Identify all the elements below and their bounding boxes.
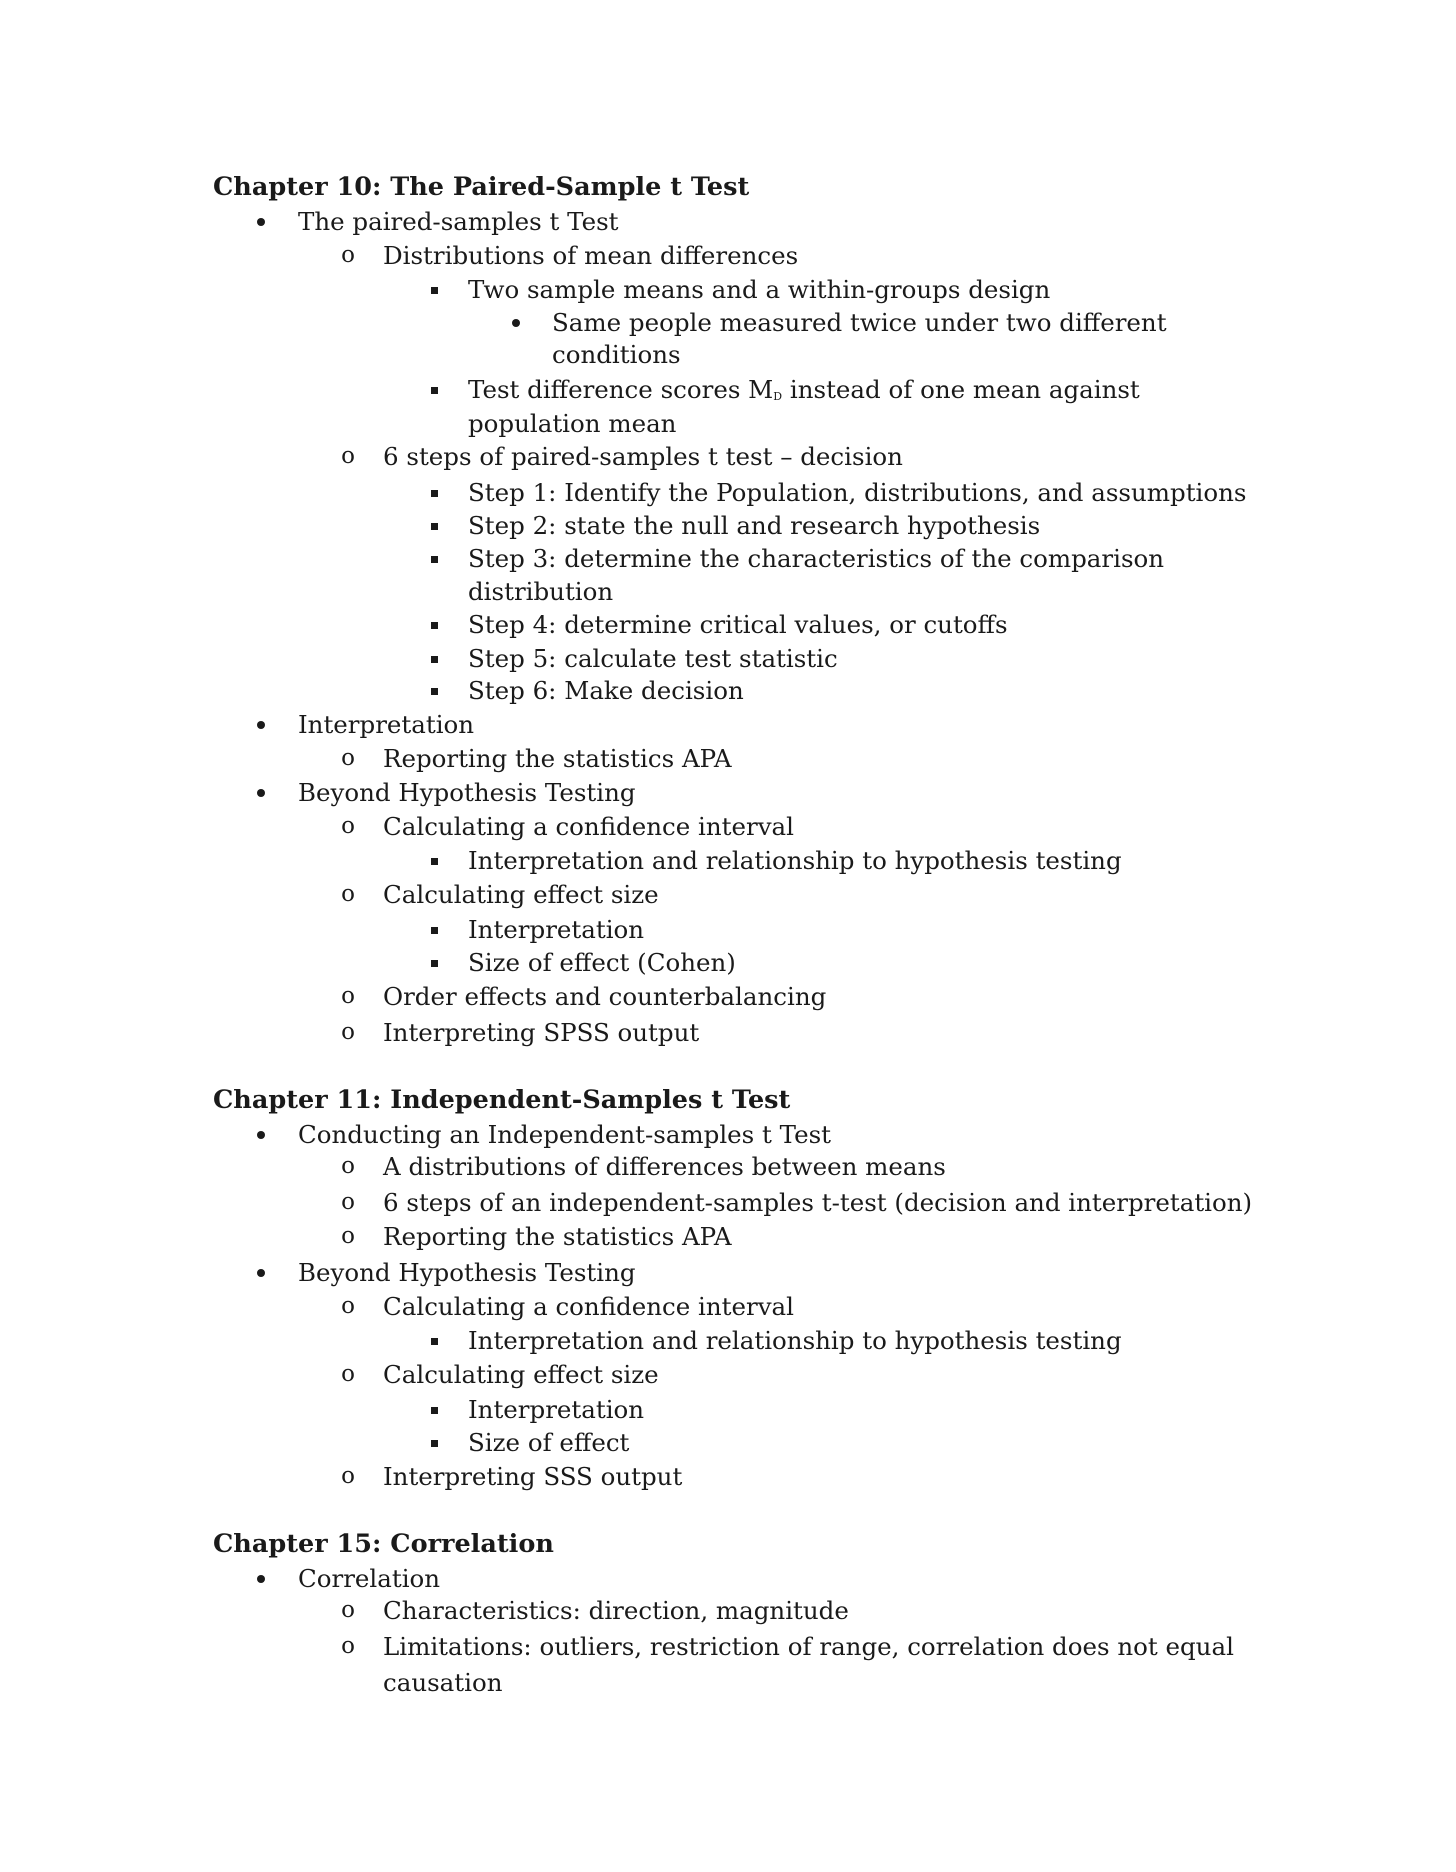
list-item-continuation: distribution <box>468 577 614 606</box>
md-subscript: D <box>773 390 783 403</box>
md-label-rest: instead of one mean against <box>782 375 1140 404</box>
list-item: A distributions of differences between means <box>383 1152 946 1181</box>
bullet-square-icon <box>427 844 441 877</box>
list-item: Interpretation <box>468 915 645 944</box>
bullet-square-icon <box>427 373 441 406</box>
list-item: Conducting an Independent-samples t Test <box>298 1120 832 1149</box>
list-item: Step 3: determine the characteristics of the comparison <box>468 544 1165 573</box>
list-item: Two sample means and a within-groups design <box>468 275 1051 304</box>
bullet-circle-icon: o <box>341 1019 355 1045</box>
list-item: 6 steps of an independent-samples t-test (decision and interpretation) <box>383 1188 1253 1217</box>
bullet-square-icon <box>427 273 441 306</box>
bullet-disc-icon <box>508 306 524 339</box>
list-item-continuation: causation <box>383 1668 503 1697</box>
list-item: Size of effect (Cohen) <box>468 948 736 977</box>
bullet-square-icon <box>427 913 441 946</box>
list-item: Interpretation and relationship to hypothesis testing <box>468 846 1122 875</box>
bullet-square-icon <box>427 946 441 979</box>
list-item: Calculating a confidence interval <box>383 1292 794 1321</box>
bullet-square-icon <box>427 642 441 675</box>
list-item: Beyond Hypothesis Testing <box>298 778 636 807</box>
list-item: Size of effect <box>468 1428 630 1457</box>
bullet-circle-icon: o <box>341 1293 355 1319</box>
bullet-circle-icon: o <box>341 813 355 839</box>
bullet-circle-icon: o <box>341 1189 355 1215</box>
bullet-circle-icon: o <box>341 1463 355 1489</box>
chapter-10-heading: Chapter 10: The Paired-Sample t Test <box>213 172 750 202</box>
list-item: Calculating effect size <box>383 1360 659 1389</box>
bullet-square-icon <box>427 509 441 542</box>
bullet-circle-icon: o <box>341 1223 355 1249</box>
list-item: 6 steps of paired-samples t test – decision <box>383 442 903 471</box>
list-item: Step 6: Make decision <box>468 676 744 705</box>
bullet-disc-icon <box>253 1256 269 1289</box>
list-item: Step 4: determine critical values, or cutoffs <box>468 610 1008 639</box>
bullet-square-icon <box>427 1426 441 1459</box>
bullet-square-icon <box>427 542 441 575</box>
bullet-circle-icon: o <box>341 745 355 771</box>
bullet-circle-icon: o <box>341 443 355 469</box>
list-item: Limitations: outliers, restriction of range, correlation does not equal <box>383 1632 1234 1661</box>
list-item: Correlation <box>298 1564 441 1593</box>
list-item: Order effects and counterbalancing <box>383 982 827 1011</box>
list-item: The paired-samples t Test <box>298 207 619 236</box>
list-item: Characteristics: direction, magnitude <box>383 1596 849 1625</box>
bullet-disc-icon <box>253 708 269 741</box>
list-item: Calculating effect size <box>383 880 659 909</box>
bullet-square-icon <box>427 1324 441 1357</box>
list-item-continuation: population mean <box>468 409 677 438</box>
chapter-11-heading: Chapter 11: Independent-Samples t Test <box>213 1085 791 1115</box>
list-item: Step 1: Identify the Population, distributions, and assumptions <box>468 478 1247 507</box>
list-item: Interpretation <box>468 1395 645 1424</box>
bullet-circle-icon: o <box>341 1633 355 1659</box>
list-item: Reporting the statistics APA <box>383 1222 732 1251</box>
bullet-square-icon <box>427 608 441 641</box>
list-item: Beyond Hypothesis Testing <box>298 1258 636 1287</box>
bullet-circle-icon: o <box>341 1361 355 1387</box>
list-item: Reporting the statistics APA <box>383 744 732 773</box>
list-item: Interpreting SPSS output <box>383 1018 700 1047</box>
list-item: Same people measured twice under two different <box>552 308 1167 337</box>
md-label: Test difference scores M <box>468 375 774 404</box>
list-item: Interpretation and relationship to hypothesis testing <box>468 1326 1122 1355</box>
bullet-circle-icon: o <box>341 242 355 268</box>
list-item: Calculating a confidence interval <box>383 812 794 841</box>
bullet-disc-icon <box>253 776 269 809</box>
bullet-circle-icon: o <box>341 1597 355 1623</box>
bullet-square-icon <box>427 674 441 707</box>
chapter-15-heading: Chapter 15: Correlation <box>213 1529 554 1559</box>
bullet-circle-icon: o <box>341 1153 355 1179</box>
bullet-disc-icon <box>253 1562 269 1595</box>
list-item-continuation: conditions <box>552 340 681 369</box>
list-item: Step 5: calculate test statistic <box>468 644 838 673</box>
list-item: Step 2: state the null and research hypothesis <box>468 511 1041 540</box>
bullet-square-icon <box>427 476 441 509</box>
list-item: Interpretation <box>298 710 475 739</box>
bullet-circle-icon: o <box>341 983 355 1009</box>
bullet-square-icon <box>427 1393 441 1426</box>
bullet-circle-icon: o <box>341 881 355 907</box>
list-item: Interpreting SSS output <box>383 1462 683 1491</box>
bullet-disc-icon <box>253 205 269 238</box>
bullet-disc-icon <box>253 1118 269 1151</box>
list-item: Distributions of mean differences <box>383 241 799 270</box>
